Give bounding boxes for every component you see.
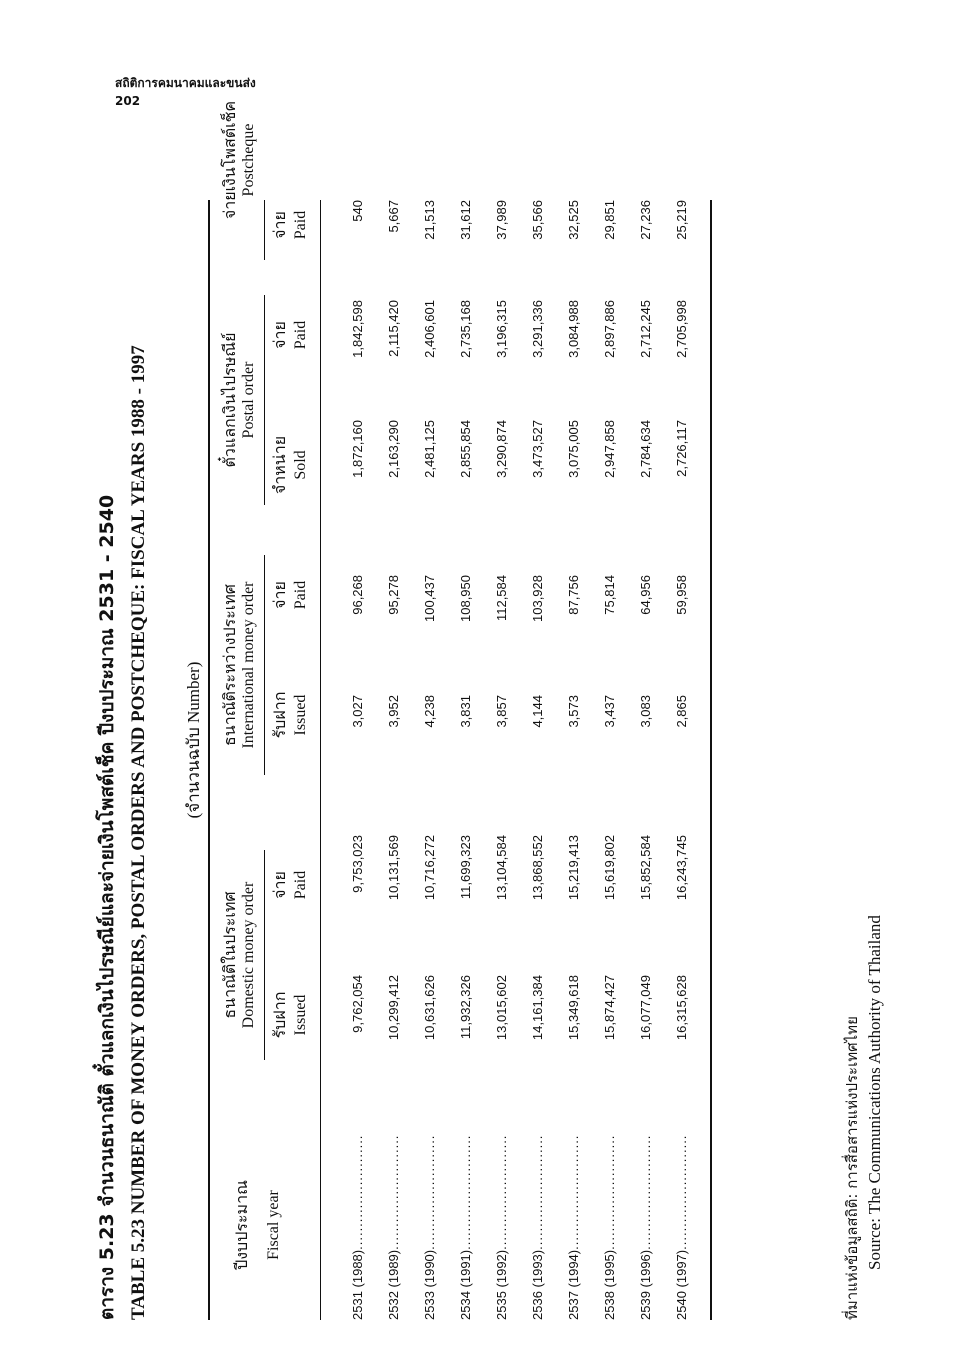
group-international-th: ธนาณัติระหว่างประเทศ (220, 584, 239, 746)
group-domestic-th: ธนาณัติในประเทศ (220, 891, 239, 1019)
sub-dom-issued-th: รับฝาก (270, 991, 289, 1039)
pc-paid-cell: 35,566 (530, 200, 545, 240)
int-issued-cell: 3,083 (638, 695, 653, 728)
int-paid-cell: 59,958 (674, 575, 689, 615)
dom-issued-cell: 13,015,602 (494, 975, 509, 1041)
sub-dom-issued-en: Issued (292, 994, 309, 1036)
sub-dom-paid-th: จ่าย (270, 871, 289, 899)
rotated-table-page (80, 20, 950, 1320)
po-paid-cell: 1,842,598 (350, 300, 365, 358)
dom-issued-cell: 14,161,384 (530, 975, 545, 1041)
sub-po-paid-th: จ่าย (270, 321, 289, 349)
po-paid-cell: 2,735,168 (458, 300, 473, 358)
dom-paid-cell: 13,104,584 (494, 835, 509, 901)
sub-pc-paid-en: Paid (292, 210, 309, 240)
pc-paid-cell: 29,851 (602, 200, 617, 240)
dom-paid-cell: 10,716,272 (422, 835, 437, 901)
int-paid-cell: 100,437 (422, 575, 437, 622)
col-fiscal-year-th: ปีงบประมาณ (232, 1180, 251, 1270)
int-issued-cell: 3,027 (350, 695, 365, 728)
dom-issued-cell: 15,874,427 (602, 975, 617, 1041)
publication-title: สถิติการคมนาคมและขนส่ง (115, 76, 256, 90)
col-fiscal-year-en: Fiscal year (265, 1190, 282, 1260)
sub-dom-paid-en: Paid (292, 870, 309, 900)
group-international-en: International money order (240, 581, 257, 749)
table-title-english: TABLE 5.23 NUMBER OF MONEY ORDERS, POSTAL ORDERS AND POSTCHEQUE: FISCAL YEARS 1988 - 1997 (128, 345, 149, 1320)
rule-international (264, 555, 265, 775)
int-paid-cell: 75,814 (602, 575, 617, 615)
po-sold-cell: 2,784,634 (638, 420, 653, 478)
year-cell: 2535 (1992)......................... (494, 1134, 509, 1320)
sub-po-sold-th: จำหน่าย (270, 435, 289, 495)
table-row (566, 200, 602, 1320)
dom-paid-cell: 15,219,413 (566, 835, 581, 901)
dom-paid-cell: 15,619,802 (602, 835, 617, 901)
group-postal-th: ตั๋วแลกเงินไปรษณีย์ (220, 332, 239, 468)
dom-issued-cell: 15,349,618 (566, 975, 581, 1041)
year-cell: 2539 (1996)......................... (638, 1134, 653, 1320)
table-row (674, 200, 710, 1320)
po-paid-cell: 2,406,601 (422, 300, 437, 358)
year-cell: 2540 (1997)......................... (674, 1134, 689, 1320)
table-row (638, 200, 674, 1320)
sub-po-paid-en: Paid (292, 320, 309, 350)
dom-paid-cell: 13,868,552 (530, 835, 545, 901)
rule-postcheque (264, 200, 265, 260)
int-issued-cell: 3,857 (494, 695, 509, 728)
po-sold-cell: 2,947,858 (602, 420, 617, 478)
sub-pc-paid-th: จ่าย (270, 211, 289, 239)
source-english: Source: The Communications Authority of Thailand (865, 915, 884, 1270)
int-issued-cell: 3,437 (602, 695, 617, 728)
po-sold-cell: 3,075,005 (566, 420, 581, 478)
dom-paid-cell: 11,699,323 (458, 835, 473, 900)
group-postcheque-th: จ่ายเงินโพสต์เช็ค (220, 100, 239, 220)
source-thai: ที่มาแห่งข้อมูลสถิติ: การสื่อสารแห่งประเทศไทย (843, 1016, 861, 1320)
dom-paid-cell: 15,852,584 (638, 835, 653, 901)
po-paid-cell: 2,897,886 (602, 300, 617, 358)
int-paid-cell: 103,928 (530, 575, 545, 622)
dom-paid-cell: 16,243,745 (674, 835, 689, 901)
po-paid-cell: 3,291,336 (530, 300, 545, 358)
sub-int-issued-th: รับฝาก (270, 691, 289, 739)
po-paid-cell: 3,196,315 (494, 300, 509, 358)
po-sold-cell: 2,726,117 (674, 420, 689, 477)
rule-postal (264, 295, 265, 505)
dom-issued-cell: 10,299,412 (386, 975, 401, 1041)
group-domestic-en: Domestic money order (240, 881, 257, 1029)
year-cell: 2532 (1989)......................... (386, 1134, 401, 1320)
po-paid-cell: 2,712,245 (638, 300, 653, 358)
group-postcheque-en: Postcheque (240, 123, 257, 197)
int-paid-cell: 95,278 (386, 575, 401, 615)
dom-issued-cell: 9,762,054 (350, 975, 365, 1033)
dom-issued-cell: 10,631,626 (422, 975, 437, 1041)
group-postal-en: Postal order (240, 361, 257, 439)
po-sold-cell: 3,473,527 (530, 420, 545, 478)
int-issued-cell: 2,865 (674, 695, 689, 728)
int-paid-cell: 96,268 (350, 575, 365, 615)
pc-paid-cell: 32,525 (566, 200, 581, 240)
sub-po-sold-en: Sold (292, 450, 309, 480)
int-issued-cell: 4,238 (422, 695, 437, 728)
dom-paid-cell: 10,131,569 (386, 835, 401, 901)
pc-paid-cell: 25,219 (674, 200, 689, 240)
pc-paid-cell: 5,667 (386, 200, 401, 233)
int-paid-cell: 64,956 (638, 575, 653, 615)
unit-label: (จำนวนฉบับ Number) (184, 661, 203, 819)
dom-paid-cell: 9,753,023 (350, 835, 365, 893)
dom-issued-cell: 11,932,326 (458, 975, 473, 1040)
header-rule (320, 200, 321, 1320)
table-row (530, 200, 566, 1320)
po-paid-cell: 2,705,998 (674, 300, 689, 358)
table-title-thai: ตาราง 5.23 จำนวนธนาณัติ ตั๋วแลกเงินไปรษณีย์และจ่ายเงินโพสต์เช็ค ปีงบประมาณ 2531 - 2540 (96, 494, 118, 1320)
po-sold-cell: 3,290,874 (494, 420, 509, 478)
sub-int-paid-th: จ่าย (270, 581, 289, 609)
int-paid-cell: 87,756 (566, 575, 581, 615)
top-rule (208, 200, 210, 1320)
year-cell: 2533 (1990)......................... (422, 1134, 437, 1320)
int-issued-cell: 3,573 (566, 695, 581, 728)
po-sold-cell: 2,163,290 (386, 420, 401, 478)
table-row (350, 200, 386, 1320)
year-cell: 2538 (1995)......................... (602, 1134, 617, 1320)
sub-int-paid-en: Paid (292, 580, 309, 610)
int-issued-cell: 4,144 (530, 695, 545, 728)
int-issued-cell: 3,831 (458, 695, 473, 728)
dom-issued-cell: 16,315,628 (674, 975, 689, 1041)
table-row (386, 200, 422, 1320)
page-number: 202 (115, 94, 141, 108)
pc-paid-cell: 37,989 (494, 200, 509, 240)
po-sold-cell: 2,481,125 (422, 420, 437, 478)
po-sold-cell: 1,872,160 (350, 420, 365, 478)
year-cell: 2537 (1994)......................... (566, 1134, 581, 1320)
table-row (494, 200, 530, 1320)
sub-int-issued-en: Issued (292, 694, 309, 736)
po-sold-cell: 2,855,854 (458, 420, 473, 478)
int-paid-cell: 112,584 (494, 575, 509, 622)
pc-paid-cell: 31,612 (458, 200, 473, 240)
table-row (422, 200, 458, 1320)
table-row (602, 200, 638, 1320)
po-paid-cell: 3,084,988 (566, 300, 581, 358)
po-paid-cell: 2,115,420 (386, 300, 401, 357)
rule-domestic (264, 850, 265, 1060)
table-row (458, 200, 494, 1320)
year-cell: 2536 (1993)......................... (530, 1134, 545, 1320)
bottom-rule (710, 200, 712, 1320)
pc-paid-cell: 21,513 (422, 200, 437, 240)
int-paid-cell: 108,950 (458, 575, 473, 622)
int-issued-cell: 3,952 (386, 695, 401, 728)
year-cell: 2531 (1988)......................... (350, 1134, 365, 1320)
year-cell: 2534 (1991)......................... (458, 1134, 473, 1320)
pc-paid-cell: 540 (350, 200, 365, 222)
dom-issued-cell: 16,077,049 (638, 975, 653, 1041)
pc-paid-cell: 27,236 (638, 200, 653, 240)
